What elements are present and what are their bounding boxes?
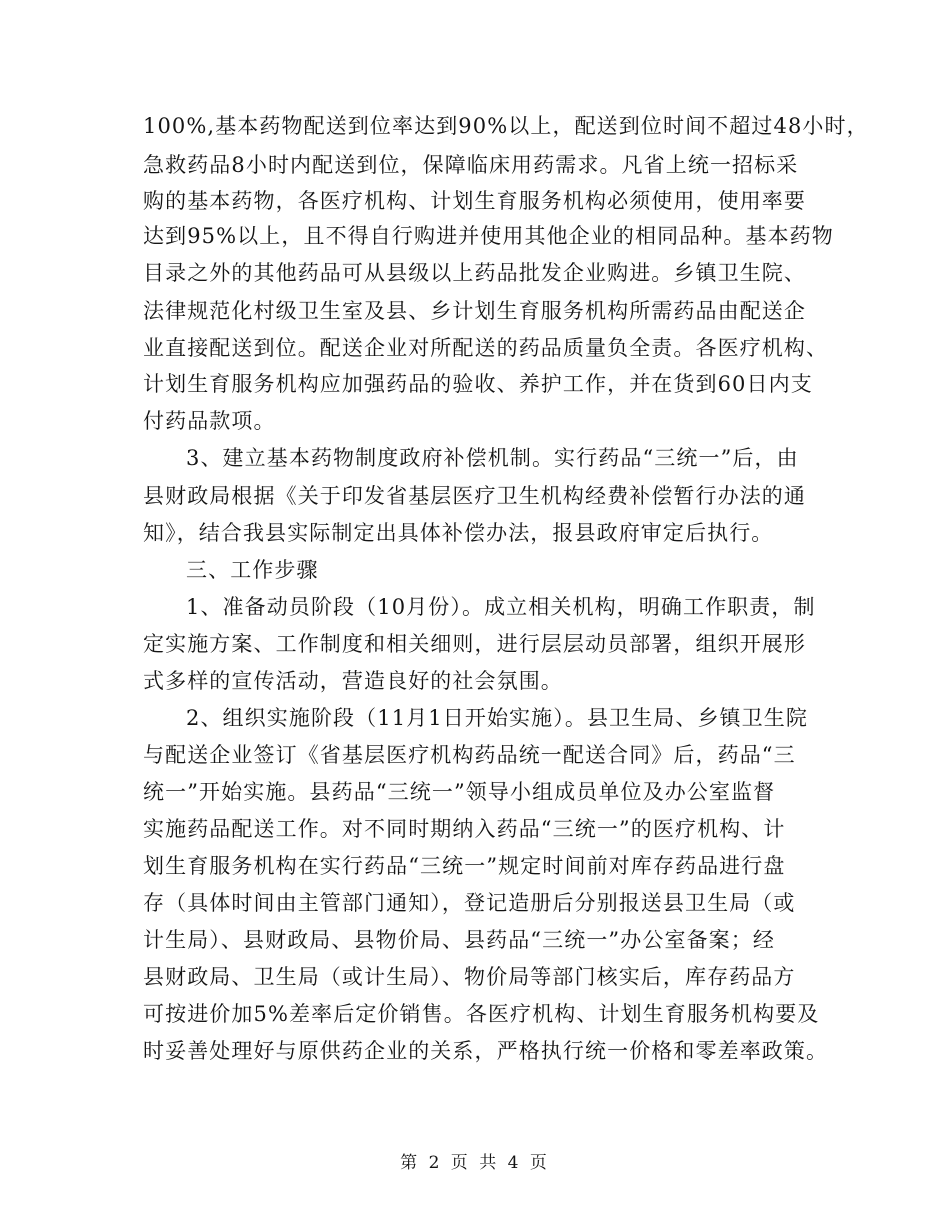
text-line: 目录之外的其他药品可从县级以上药品批发企业购进。乡镇卫生院、: [143, 261, 806, 285]
text-line: 县财政局根据《关于印发省基层医疗卫生机构经费补偿暂行办法的通: [143, 484, 806, 508]
text-line: 购的基本药物，各医疗机构、计划生育服务机构必须使用，使用率要: [143, 189, 806, 213]
text-line: 与配送企业签订《省基层医疗机构药品统一配送合同》后，药品“三: [143, 743, 796, 767]
section-item: 2、组织实施阶段（11月1日开始实施）。县卫生局、乡镇卫生院: [186, 706, 808, 730]
text-line: 县财政局、卫生局（或计生局）、物价局等部门核实后，库存药品方: [143, 965, 796, 989]
text-line: 式多样的宣传活动，营造良好的社会氛围。: [143, 669, 563, 693]
text-line: 实施药品配送工作。对不同时期纳入药品“三统一”的医疗机构、计: [143, 817, 786, 841]
section-item: 1、准备动员阶段（10月份）。成立相关机构，明确工作职责，制: [186, 595, 816, 619]
text-line: 可按进价加5%差率后定价销售。各医疗机构、计划生育服务机构要及: [143, 1002, 820, 1026]
section-heading: 三、工作步骤: [186, 558, 319, 582]
text-line: 计生局）、县财政局、县物价局、县药品“三统一”办公室备案；经: [143, 928, 775, 952]
text-line: 法律规范化村级卫生室及县、乡计划生育服务机构所需药品由配送企: [143, 299, 806, 323]
section-item: 3、建立基本药物制度政府补偿机制。实行药品“三统一”后，由: [186, 446, 799, 470]
text-line: 业直接配送到位。配送企业对所配送的药品质量负全责。各医疗机构、: [143, 336, 829, 360]
text-line: 达到95%以上，且不得自行购进并使用其他企业的相同品种。基本药物: [143, 224, 834, 248]
text-line: 付药品款项。: [143, 409, 276, 433]
text-line: 统一”开始实施。县药品“三统一”领导小组成员单位及办公室监督: [143, 780, 776, 804]
page-footer: 第 2 页 共 4 页: [400, 1153, 550, 1173]
text-line: 存（具体时间由主管部门通知），登记造册后分别报送县卫生局（或: [143, 891, 796, 915]
text-line: 计划生育服务机构应加强药品的验收、养护工作，并在货到60日内支: [143, 372, 813, 396]
text-line: 时妥善处理好与原供药企业的关系，严格执行统一价格和零差率政策。: [143, 1039, 829, 1063]
text-line: 定实施方案、工作制度和相关细则，进行层层动员部署，组织开展形: [143, 632, 806, 656]
text-line: 划生育服务机构在实行药品“三统一”规定时间前对库存药品进行盘: [143, 854, 786, 878]
text-line: 急救药品8小时内配送到位，保障临床用药需求。凡省上统一招标采: [143, 153, 799, 177]
text-line: 100%,基本药物配送到位率达到90%以上，配送到位时间不超过48小时，: [143, 114, 869, 138]
text-line: 知》，结合我县实际制定出具体补偿办法，报县政府审定后执行。: [143, 521, 774, 545]
